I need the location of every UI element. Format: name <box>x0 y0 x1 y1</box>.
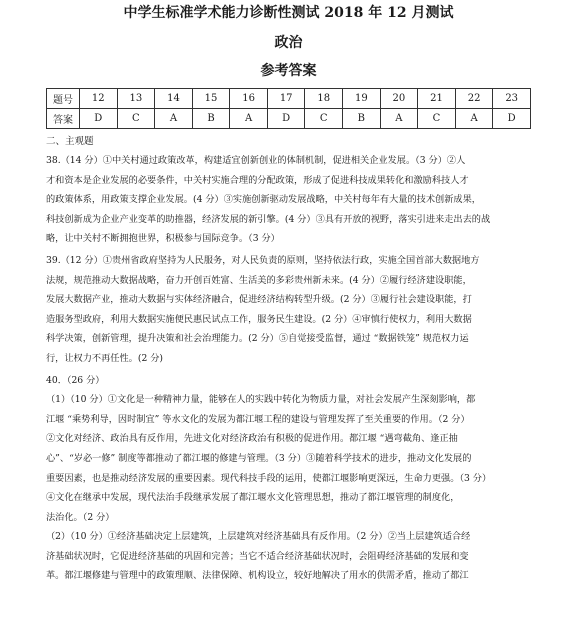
answer-line: 济基础状况时，它促进经济基础的巩固和完善；当它不适合经济基础状况时，会阻碍经济基础的发展和变 <box>46 550 469 562</box>
answer-line: 革。都江堰修建与管理中的政策理顺、法律保障、机构设立，较好地解决了用水的供需矛盾，推动了都江 <box>46 570 469 582</box>
subject-title: 政治 <box>274 35 303 51</box>
answer-line: 发展大数据产业，推动大数据与实体经济融合，促进经济结构转型升级。(2 分）③履行社会建设职能，打 <box>46 294 472 306</box>
answer-line: 心”、“岁必一修” 制度等都推动了都江堰的修建与管理。（3 分）③随着科学技术的进步，推动文化发展的 <box>46 452 472 464</box>
answer-line: ②文化对经济、政治具有反作用，先进文化对经济政治有积极的促进作用。都江堰 “遇弯截角、逢正抽 <box>46 433 458 445</box>
answer-cell: D <box>80 109 118 129</box>
page-title: 中学生标准学术能力诊断性测试 2018 年 12 月测试 <box>123 5 454 21</box>
question-number: 21 <box>418 89 456 109</box>
answer-table <box>46 88 531 129</box>
answer-line: 行，让权力不再任性。(2 分) <box>46 352 163 364</box>
question-40-head: 40．（26 分） <box>46 374 105 386</box>
answer-line: 才和资本是企业发展的必要条件，中关村实施合理的分配政策，形成了促进科技成果转化和激励科技人才 <box>46 174 469 186</box>
question-number-row <box>47 89 531 109</box>
answer-line: 39.（12 分）①贵州省政府坚持为人民服务，对人民负责的原则，坚持依法行政，实施全国首部大数据地方 <box>46 254 480 266</box>
answer-line: 略，让中关村不断拥抱世界，积极参与国际竞争。（3 分） <box>46 233 280 245</box>
answer-cell: D <box>267 109 305 129</box>
row-label-answer: 答案 <box>47 109 80 129</box>
answer-line: 科技创新成为企业产业变革的助推器，经济发展的新引擎。(4 分）③具有开放的视野，落实引进来走出去的战 <box>46 213 491 225</box>
answer-line: ④文化在继承中发展，现代法治手段继承发展了都江堰水文化管理思想，推动了都江堰管理的制度化， <box>46 492 460 504</box>
answer-line: 法治化。（2 分） <box>46 511 115 523</box>
answer-line: 的政策体系，用政策支撑企业发展。(4 分）③实施创新驱动发展战略，中关村每年有大量的技术创新成果， <box>46 194 481 206</box>
answer-cell: A <box>155 109 193 129</box>
answer-line: 江堰 “乘势利导，因时制宜” 等水文化的发展为都江堰工程的建设与管理发挥了至关重要的作用。（2 分） <box>46 413 470 425</box>
answer-line: （2）（10 分）①经济基础决定上层建筑，上层建筑对经济基础具有反作用。（2 分）②当上层建筑适合经 <box>46 531 471 543</box>
question-38 <box>46 151 531 249</box>
answer-cell: C <box>418 109 456 129</box>
answer-cell: C <box>117 109 155 129</box>
answer-cell: C <box>305 109 343 129</box>
question-number: 18 <box>305 89 343 109</box>
question-number: 19 <box>343 89 381 109</box>
answer-line: 科学决策，创新管理，提升决策和社会治理能力。(2 分）⑤自觉接受监督，通过 “数据铁笼” 规范权力运 <box>46 333 469 345</box>
answer-page <box>0 4 577 641</box>
answer-cell: A <box>455 109 493 129</box>
question-number: 13 <box>117 89 155 109</box>
question-number: 14 <box>155 89 193 109</box>
question-number: 15 <box>192 89 230 109</box>
row-label-number: 题号 <box>47 89 80 109</box>
answer-line: 38.（14 分）①中关村通过政策改革，构建适宜创新创业的体制机制，促进相关企业发展。（3 分）②人 <box>46 155 466 166</box>
answer-key-title: 参考答案 <box>260 63 317 79</box>
answer-line: 重要因素，也是推动经济发展的重要因素。现代科技手段的运用，使都江堰影响更深远，生命力更强。（3 分） <box>46 472 492 484</box>
section-title: 二、主观题 <box>46 136 94 147</box>
answer-line: （1）（10 分）①文化是一种精神力量，能够在人的实践中转化为物质力量，对社会发展产生深刻影响，都 <box>46 394 476 406</box>
answer-line: 法规，规范推动大数据战略，奋力开创百姓富、生活美的多彩贵州新未来。(4 分）②履行经济建设职能， <box>46 274 472 286</box>
answer-cell: A <box>380 109 418 129</box>
question-number: 23 <box>493 89 531 109</box>
answer-cell: D <box>493 109 531 129</box>
question-number: 12 <box>80 89 118 109</box>
answer-cell: B <box>192 109 230 129</box>
question-number: 22 <box>455 89 493 109</box>
answer-cell: B <box>343 109 381 129</box>
answer-line: 造服务型政府，利用大数据实施便民惠民试点工作，服务民生建设。(2 分）④审慎行使权力，利用大数据 <box>46 313 472 325</box>
answer-row <box>47 109 531 129</box>
question-number: 20 <box>380 89 418 109</box>
question-39 <box>46 251 531 369</box>
question-40 <box>46 371 531 587</box>
answer-cell: A <box>230 109 268 129</box>
question-number: 17 <box>267 89 305 109</box>
question-number: 16 <box>230 89 268 109</box>
